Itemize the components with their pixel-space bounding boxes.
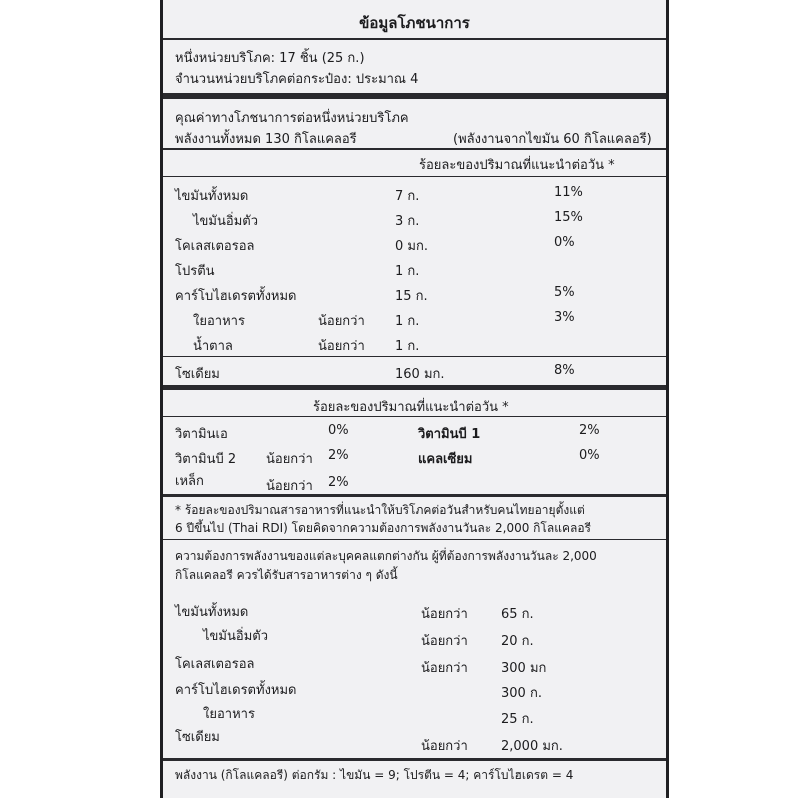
nutrient-percent-saturated-fat: 15% <box>554 210 583 225</box>
daily-name-saturated-fat: ไขมันอิ่มตัว <box>203 629 268 644</box>
daily-prefix-sodium: น้อยกว่า <box>421 739 468 754</box>
nutrient-name-fiber: ใยอาหาร <box>193 314 245 329</box>
serving-size: หนึ่งหน่วยบริโภค: 17 ชิ้น (25 ก.) <box>175 51 365 66</box>
vitamin-a-name: วิตามินเอ <box>175 427 228 442</box>
rdi-header: ร้อยละของปริมาณที่แนะนำต่อวัน * <box>419 158 615 173</box>
daily-amount-fiber: 25 ก. <box>501 712 534 727</box>
nutrient-amount-saturated-fat: 3 ก. <box>395 214 420 229</box>
iron-value: 2% <box>328 475 349 490</box>
divider <box>163 416 666 417</box>
divider <box>163 356 666 357</box>
divider <box>163 385 666 390</box>
nutrient-amount-protein: 1 ก. <box>395 264 420 279</box>
divider <box>163 176 666 177</box>
nutrient-name-protein: โปรตีน <box>175 264 215 279</box>
daily-prefix-fat: น้อยกว่า <box>421 607 468 622</box>
calcium-value: 0% <box>579 448 600 463</box>
divider <box>163 494 666 497</box>
nutrient-amount-cholesterol: 0 มก. <box>395 239 428 254</box>
divider <box>163 758 666 761</box>
vitamin-b2-prefix: น้อยกว่า <box>266 452 313 467</box>
daily-name-carbohydrate: คาร์โบไฮเดรตทั้งหมด <box>175 683 297 698</box>
servings-per-container: จำนวนหน่วยบริโภคต่อกระป๋อง: ประมาณ 4 <box>175 72 419 87</box>
nutrient-percent-fat: 11% <box>554 185 583 200</box>
vitamin-b1-value: 2% <box>579 423 600 438</box>
daily-amount-cholesterol: 300 มก <box>501 661 547 676</box>
energy-total: พลังงานทั้งหมด 130 กิโลแคลอรี <box>175 132 357 147</box>
daily-prefix-saturated-fat: น้อยกว่า <box>421 634 468 649</box>
nutrient-amount-sugar: 1 ก. <box>395 339 420 354</box>
nutrient-prefix-fiber: น้อยกว่า <box>318 314 365 329</box>
calcium-name: แคลเซียม <box>418 452 473 467</box>
divider <box>163 539 666 540</box>
iron-name: เหล็ก <box>175 474 204 489</box>
nutrient-percent-cholesterol: 0% <box>554 235 575 250</box>
nutrient-percent-sodium: 8% <box>554 363 575 378</box>
daily-amount-carbohydrate: 300 ก. <box>501 686 542 701</box>
vitamin-b2-value: 2% <box>328 448 349 463</box>
nutrient-name-sodium: โซเดียม <box>175 367 220 382</box>
energy-from-fat: (พลังงานจากไขมัน 60 กิโลแคลอรี) <box>453 132 652 147</box>
energy-heading: คุณค่าทางโภชนาการต่อหนึ่งหน่วยบริโภค <box>175 111 409 126</box>
daily-amount-sodium: 2,000 มก. <box>501 739 563 754</box>
daily-needs-line-2: กิโลแคลอรี ควรได้รับสารอาหารต่าง ๆ ดังนี้ <box>175 568 398 582</box>
vitamins-header: ร้อยละของปริมาณที่แนะนำต่อวัน * <box>313 400 509 415</box>
daily-name-fat: ไขมันทั้งหมด <box>175 605 249 620</box>
nutrient-amount-carbohydrate: 15 ก. <box>395 289 428 304</box>
energy-per-gram: พลังงาน (กิโลแคลอรี) ต่อกรัม : ไขมัน = 9; โปรตีน = 4; คาร์โบไฮเดรต = 4 <box>175 768 574 782</box>
nutrient-amount-sodium: 160 มก. <box>395 367 445 382</box>
daily-name-sodium: โซเดียม <box>175 730 220 745</box>
footnote-line-1: * ร้อยละของปริมาณสารอาหารที่แนะนำให้บริโภคต่อวันสำหรับคนไทยอายุตั้งแต่ <box>175 503 585 517</box>
nutrient-amount-fiber: 1 ก. <box>395 314 420 329</box>
divider <box>163 148 666 150</box>
daily-name-fiber: ใยอาหาร <box>203 707 255 722</box>
nutrient-prefix-sugar: น้อยกว่า <box>318 339 365 354</box>
nutrition-label <box>160 0 669 798</box>
nutrient-name-sugar: น้ำตาล <box>193 339 233 354</box>
daily-name-cholesterol: โคเลสเตอรอล <box>175 657 255 672</box>
nutrient-percent-carbohydrate: 5% <box>554 285 575 300</box>
label-title: ข้อมูลโภชนาการ <box>359 14 470 32</box>
daily-needs-line-1: ความต้องการพลังงานของแต่ละบุคคลแตกต่างกัน ผู้ที่ต้องการพลังงานวันละ 2,000 <box>175 549 597 563</box>
divider <box>163 38 666 40</box>
daily-prefix-cholesterol: น้อยกว่า <box>421 661 468 676</box>
vitamin-b1-name: วิตามินบี 1 <box>418 427 481 442</box>
nutrient-amount-fat: 7 ก. <box>395 189 420 204</box>
nutrient-name-cholesterol: โคเลสเตอรอล <box>175 239 255 254</box>
nutrient-name-saturated-fat: ไขมันอิ่มตัว <box>193 214 258 229</box>
nutrient-name-fat: ไขมันทั้งหมด <box>175 189 249 204</box>
nutrient-percent-fiber: 3% <box>554 310 575 325</box>
daily-amount-fat: 65 ก. <box>501 607 534 622</box>
vitamin-b2-name: วิตามินบี 2 <box>175 452 237 467</box>
nutrient-name-carbohydrate: คาร์โบไฮเดรตทั้งหมด <box>175 289 297 304</box>
footnote-line-2: 6 ปีขึ้นไป (Thai RDI) โดยคิดจากความต้องการพลังงานวันละ 2,000 กิโลแคลอรี <box>175 521 591 535</box>
iron-prefix: น้อยกว่า <box>266 479 313 494</box>
divider <box>163 93 666 99</box>
daily-amount-saturated-fat: 20 ก. <box>501 634 534 649</box>
vitamin-a-value: 0% <box>328 423 349 438</box>
